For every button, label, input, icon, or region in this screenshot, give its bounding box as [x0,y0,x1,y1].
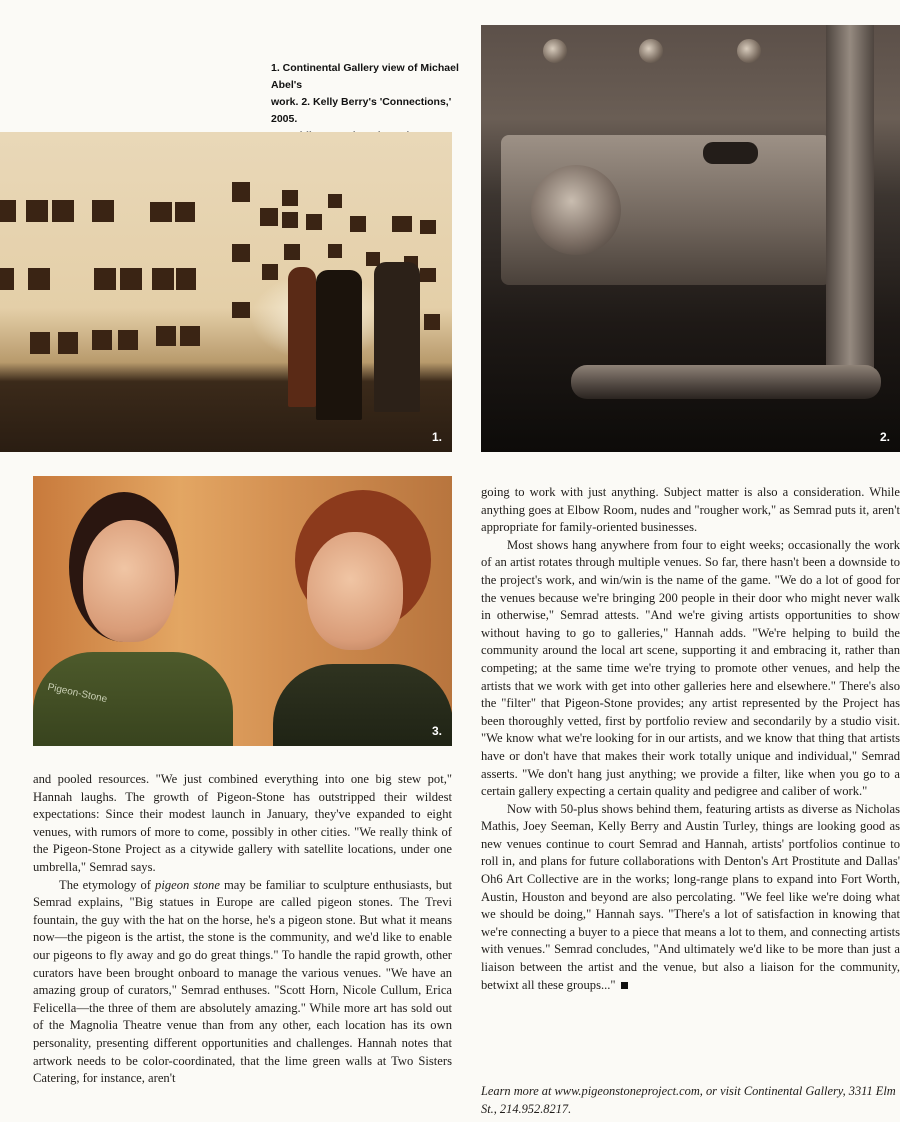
artwork-tile [180,326,200,346]
caption-line-2: work. 2. Kelly Berry's 'Connections,' 2005. [271,96,452,125]
left-shirt [33,652,233,746]
artwork-tile [0,268,14,290]
artwork-tile [350,216,366,232]
end-mark-icon [621,982,628,989]
artwork-tile [424,314,440,330]
artwork-tile [156,326,176,346]
artwork-tile [232,244,250,262]
left-face [83,520,175,642]
bolt-head [543,39,567,63]
artwork-tile [0,200,16,222]
artwork-tile [94,268,116,290]
photo-number-2: 2. [879,430,890,444]
hex-nut [531,165,621,255]
artwork-tile [306,214,322,230]
left-paragraph-1: and pooled resources. "We just combined everything into one big stew pot," Hannah laughs. The growth of Pigeon-Stone has outstripped their wildest expectations: Since their modest launch in January, they've expanded to eight venues, with rumors of more to come, possibly in other cities. "We really think of the Pigeon-Stone Project as a citywide gallery with satellite locations, under one umbrella," Semrad says. [33,772,452,874]
artwork-tile [175,202,195,222]
artwork-tile [282,190,298,206]
right-shirt [273,664,452,746]
visitor-figure [288,267,316,407]
visitor-figure [316,270,362,420]
artwork-tile [282,212,298,228]
artwork-tile [176,268,196,290]
artwork-tile [262,264,278,280]
artwork-tile [232,302,250,318]
visitor-figure [374,262,420,412]
credit-line-1: Learn more at www.pigeonstoneproject.com, or visit Continental Gallery, 3311 Elm [481,1084,896,1098]
artwork-tile [420,220,436,234]
italic-term: pigeon stone [155,877,220,892]
artwork-tile [118,330,138,350]
artwork-tile [150,202,172,222]
artwork-tile [328,244,342,258]
gallery-photo [0,132,452,452]
shirt-logo-text: Pigeon-Stone [46,681,109,706]
artwork-tile [152,268,174,290]
portrait-photo [33,476,452,746]
artwork-tile [58,332,78,354]
photo-number-3: 3. [431,724,442,738]
credit-line-2: St., 214.952.8217. [481,1101,572,1116]
artwork-tile [328,194,342,208]
artwork-tile [26,200,48,222]
artwork-tile [420,268,436,282]
artwork-tile [92,200,114,222]
metal-slot [703,142,758,164]
artwork-tile [260,208,278,226]
right-paragraph-3: Now with 50-plus shows behind them, featuring artists as diverse as Nicholas Mathis, Joey Seeman, Kelly Berry and Austin Turley, things are looking good as new venues continue to court Semrad and Hannah, artists' portfolios continue to roll in, and plans for future collaborations with Denton's Art Prostitute and Dallas' Oh6 Art Collective are in the works; long-range plans to expand into Fort Worth, Austin, Houston and beyond are also percolating. "We feel like we're doing what we should be doing," Hannah says. "There's a lot of satisfaction in knowing that we're connecting a buyer to a piece that means a lot to them, and connecting artists with venues." Semrad concludes, "And ultimately we'd like to be more than just a liaison between the artist and the venue, but also a liaison for the community, betwixt all these groups..." [481,801,900,992]
artwork-tile [92,330,112,350]
bolt-head [639,39,663,63]
right-paragraph-1: going to work with just anything. Subject matter is also a consideration. While anything goes at Elbow Room, nudes and "rougher work," as Semrad puts it, aren't appropriate for family-oriented businesses. [481,485,900,535]
right-face [307,532,403,650]
artwork-tile [392,216,412,232]
metal-rod [571,365,881,399]
right-paragraph-2: Most shows hang anywhere from four to eight weeks; occasionally the work of an artist rotates through multiple venues. So far, there hasn't been a downside to the project's work, and win/win is the name of the game. "We do a lot of good for the venues because we're bringing 200 people in their door who might never walk in otherwise," Semrad attests. "And we're giving artists opportunities to show without having to go to galleries," Hannah adds. "We're helping to build the community around the local art scene, supporting it and embracing it, rather than competing; at the same time we're trying to promote other venues, and help the artists that we work with get into other galleries here and elsewhere." There's also the "filter" that Pigeon-Stone provides; any artist represented by the Project has been thoroughly vetted, first by portfolio review and secondarily by a studio visit. "We know what we're looking for in our artists, and we know that thing that artists have or don't have that makes their work totally unique and individual," Semrad asserts. "We don't hang just anything; we provide a filter, like when you go to a certain gallery expecting a certain quality and pedigree and caliber of work." [481,537,900,799]
artwork-tile [28,268,50,290]
sculpture-photo [481,25,900,452]
left-column [33,771,452,1088]
artwork-tile [52,200,74,222]
bolt-head [737,39,761,63]
metal-arm [826,25,874,385]
caption-line-1: 1. Continental Gallery view of Michael Abel's [271,62,459,91]
artwork-tile [232,182,250,202]
credit-line [481,1083,900,1118]
right-column [481,484,900,994]
artwork-tile [284,244,300,260]
artwork-tile [30,332,50,354]
left-paragraph-2: The etymology of pigeon stone may be familiar to sculpture enthusiasts, but Semrad explains, "Big statues in Europe are called pigeon stones. The Trevi fountain, the guy with the hat on the horse, he's a pigeon stone. But what it means now—the pigeon is the artist, the stone is the community, and we'd like to enable our pigeons to fly away and go do great things." To handle the rapid growth, other curators have been brought onboard to manage the various venues. "We have an amazing group of curators," Semrad enthuses. "Scott Horn, Nicole Cullum, Erica Felicella—the three of them are absolutely amazing." While more art has sold out of the Magnolia Theatre venue than from any other, each location has its own personality, presenting different opportunities and challenges. Hannah notes that artwork needs to be color-coordinated, that the lime green walls at Two Sisters Catering, for instance, aren't [33,877,453,1086]
photo-number-1: 1. [431,430,442,444]
artwork-tile [120,268,142,290]
